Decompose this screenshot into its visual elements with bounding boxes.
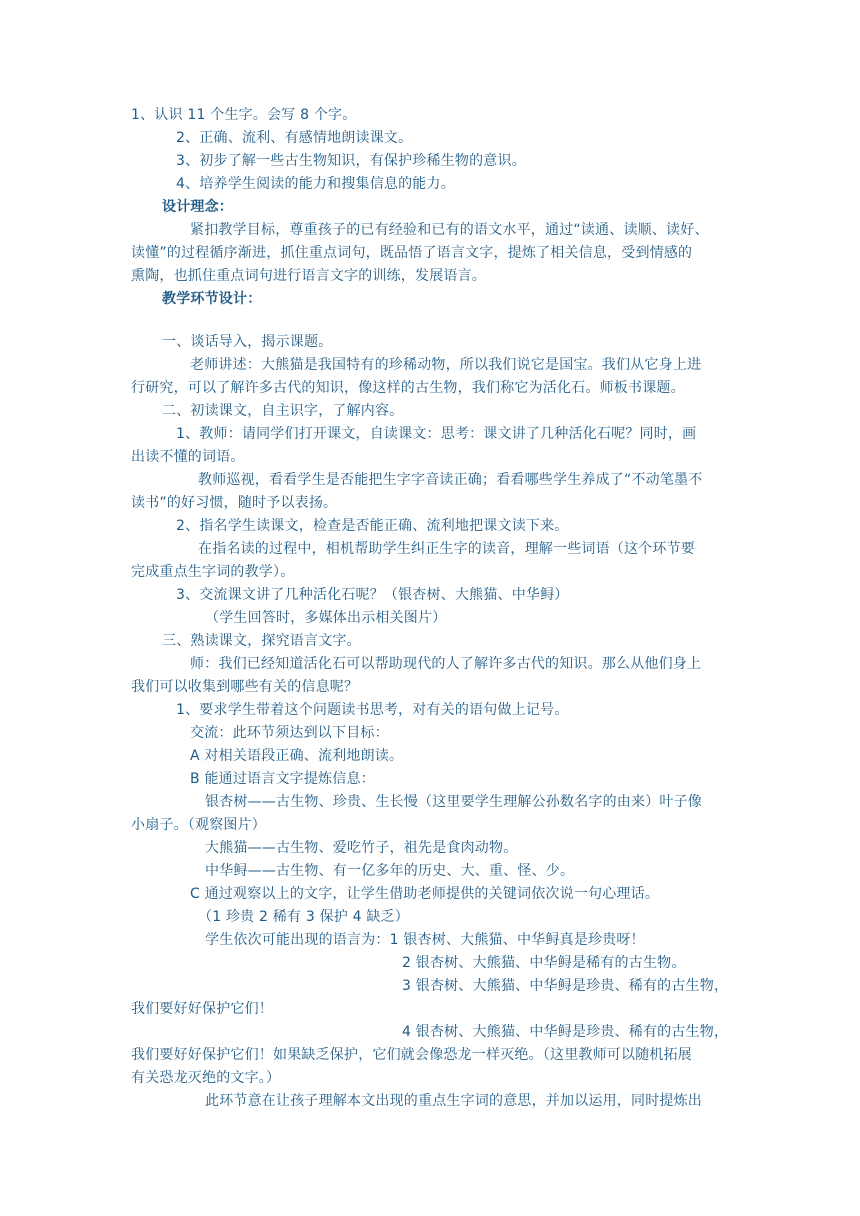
paragraph-line: 小扇子。（观察图片）	[131, 817, 266, 833]
paragraph-line: 完成重点生字词的教学）。	[131, 564, 295, 580]
paragraph-line: 学生依次可能出现的语言为：1 银杏树、大熊猫、中华鲟真是珍贵呀！	[205, 932, 645, 948]
paragraph-line: 有关恐龙灭绝的文字。）	[131, 1070, 281, 1086]
paragraph-line: 老师讲述：大熊猫是我国特有的珍稀动物，所以我们说它是国宝。我们从它身上进	[190, 357, 702, 373]
goal-line-3: 3、初步了解一些古生物知识，有保护珍稀生物的意识。	[176, 153, 526, 169]
paragraph-line: 行研究，可以了解许多古代的知识，像这样的古生物，我们称它为活化石。师板书课题。	[131, 380, 685, 396]
goal-line-2: 2、正确、流利、有感情地朗读课文。	[176, 130, 413, 146]
section-heading-design-concept: 设计理念：	[162, 199, 233, 215]
paragraph-line: 1、教师：请同学们打开课文，自读课文：思考：课文讲了几种活化石呢？同时，画	[176, 426, 697, 442]
paragraph-line: 我们可以收集到哪些有关的信息呢？	[131, 679, 359, 695]
paragraph-line: 银杏树——古生物、珍贵、生长慢（这里要学生理解公孙数名字的由来）叶子像	[205, 794, 702, 810]
paragraph-line: 我们要好好保护它们！如果缺乏保护，它们就会像恐龙一样灭绝。（这里教师可以随机拓展	[131, 1047, 692, 1063]
paragraph-line: 3、交流课文讲了几种活化石呢？（银杏树、大熊猫、中华鲟）	[176, 587, 569, 603]
paragraph-line: 读懂”的过程循序渐进，抓住重点词句，既品悟了语言文字，提炼了相关信息，受到情感的	[131, 245, 693, 261]
paragraph-line: 3 银杏树、大熊猫、中华鲟是珍贵、稀有的古生物，	[402, 978, 729, 994]
step-heading-2: 二、初读课文，自主识字，了解内容。	[162, 403, 404, 419]
paragraph-line: B 能通过语言文字提炼信息：	[190, 771, 375, 787]
paragraph-line: 教师巡视，看看学生是否能把生字字音读正确；看看哪些学生养成了“不动笔墨不	[198, 472, 703, 488]
paragraph-line: 4 银杏树、大熊猫、中华鲟是珍贵、稀有的古生物，	[402, 1024, 729, 1040]
paragraph-line: 大熊猫——古生物、爱吃竹子，祖先是食肉动物。	[205, 840, 518, 856]
step-heading-3: 三、熟读课文，探究语言文字。	[162, 633, 361, 649]
paragraph-line: 熏陶，也抓住重点词句进行语言文字的训练，发展语言。	[131, 268, 486, 284]
paragraph-line: C 通过观察以上的文字，让学生借助老师提供的关键词依次说一句心理话。	[190, 886, 660, 902]
paragraph-line: 紧扣教学目标，尊重孩子的已有经验和已有的语文水平，通过“读通、读顺、读好、	[190, 222, 709, 238]
paragraph-line: 读书”的好习惯，随时予以表扬。	[131, 495, 338, 511]
section-heading-teaching-steps: 教学环节设计：	[162, 291, 262, 307]
paragraph-line: 师：我们已经知道活化石可以帮助现代的人了解许多古代的知识。那么从他们身上	[190, 656, 702, 672]
paragraph-line: 我们要好好保护它们！	[131, 1001, 273, 1017]
paragraph-line: A 对相关语段正确、流利地朗读。	[190, 748, 404, 764]
paragraph-line: 1、要求学生带着这个问题读书思考，对有关的语句做上记号。	[176, 702, 569, 718]
paragraph-line: 中华鲟——古生物、有一亿多年的历史、大、重、怪、少。	[205, 863, 575, 879]
paragraph-line: 交流：此环节须达到以下目标：	[190, 725, 389, 741]
paragraph-line: 此环节意在让孩子理解本文出现的重点生字词的意思，并加以运用，同时提炼出	[205, 1093, 702, 1109]
step-heading-1: 一、谈话导入，揭示课题。	[162, 334, 333, 350]
paragraph-line: 2、指名学生读课文，检查是否能正确、流利地把课文读下来。	[176, 518, 569, 534]
paragraph-line: （学生回答时，多媒体出示相关图片）	[205, 610, 447, 626]
paragraph-line: 出读不懂的词语。	[131, 449, 245, 465]
paragraph-line: （1 珍贵 2 稀有 3 保护 4 缺乏）	[198, 909, 409, 925]
goal-line-4: 4、培养学生阅读的能力和搜集信息的能力。	[176, 176, 455, 192]
paragraph-line: 在指名读的过程中，相机帮助学生纠正生字的读音，理解一些词语（这个环节要	[198, 541, 695, 557]
paragraph-line: 2 银杏树、大熊猫、中华鲟是稀有的古生物。	[402, 955, 686, 971]
goal-line-1: 1、认识 11 个生字。会写 8 个字。	[131, 107, 357, 123]
